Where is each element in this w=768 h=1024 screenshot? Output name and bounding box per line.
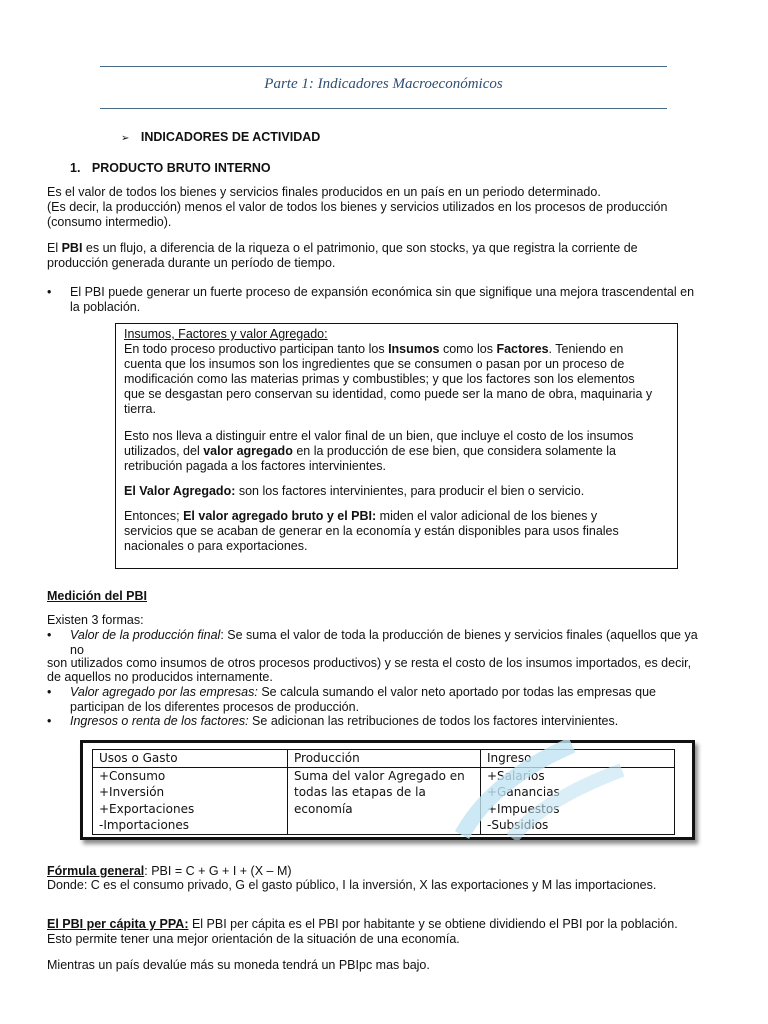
text-line: producción generada durante un período de tiempo. [47, 256, 336, 270]
formula-explanation: Donde: C es el consumo privado, G el gasto público, I la inversión, X las exportaciones y M las importaciones. [47, 878, 657, 892]
cell-line: todas las etapas de la [294, 785, 426, 799]
text-line: participan de los diferentes procesos de producción. [70, 700, 360, 714]
text-line: la población. [70, 300, 141, 314]
intro-line: Es el valor de todos los bienes y servicios finales producidos en un país en un periodo determinado. [47, 185, 601, 199]
intro-line: (Es decir, la producción) menos el valor de todos los bienes y servicios utilizados en los procesos de producción [47, 200, 668, 214]
text-run: Valor de la producción final [70, 628, 221, 642]
table-header-cell: Usos o Gasto [93, 750, 288, 768]
text-run: Se adicionan las retribuciones de todos los factores intervinientes. [248, 714, 619, 728]
watermark-arc-icon [452, 740, 632, 840]
cell-line: +Ganancias [487, 785, 560, 799]
formula-text: : PBI = C + G + I + (X – M) [144, 864, 292, 878]
medicion-bullet-2 [70, 685, 730, 715]
medicion-title: Medición del PBI [47, 589, 148, 603]
text-line: cuenta que los insumos son los ingredientes que se consumen o pasan por un proceso de [124, 357, 625, 371]
cell-line: +Salarios [487, 768, 545, 783]
pbi-bold: PBI [61, 241, 83, 255]
medicion-bullet-3 [70, 714, 730, 729]
bullet-icon: • [47, 685, 52, 699]
text-run: El Valor Agregado: [124, 484, 236, 498]
formula-label: Fórmula general [47, 864, 145, 878]
watermark-graphic [452, 740, 632, 840]
text-run: El valor agregado bruto y el PBI: [183, 509, 377, 523]
heading-number: 1. [70, 161, 81, 175]
percapita-line2: Esto permite tener una mejor orientación de la situación de una economía. [47, 932, 460, 946]
text-run: Ingresos o renta de los factores: [70, 714, 249, 728]
percapita-text: El PBI per cápita es el PBI por habitante y se obtiene dividiendo el PBI por la población. [188, 917, 678, 931]
section-heading [121, 130, 320, 146]
text-line: retribución pagada a los factores intervinientes. [124, 459, 386, 473]
table-header-cell: Producción [288, 750, 481, 768]
percapita-label: El PBI per cápita y PPA: [47, 917, 189, 931]
intro-paragraph [47, 185, 727, 230]
cell-line: -Subsidios [487, 818, 549, 832]
text-run: como los [439, 342, 497, 356]
text-line: que se desgastan pero conservan su identidad, como puede ser la mano de obra, maquinaria y [124, 387, 653, 401]
page-title: Parte 1: Indicadores Macroeconómicos [264, 76, 503, 92]
text-run: El [47, 241, 62, 255]
top-rule [100, 66, 667, 67]
cell-line: Suma del valor Agregado en [294, 768, 465, 783]
text-run: . Teniendo en [548, 342, 624, 356]
formula-line [47, 864, 292, 879]
bullet-icon: • [47, 285, 52, 299]
text-line: nacionales o para exportaciones. [124, 539, 308, 553]
arrow-icon: ➢ [121, 133, 130, 144]
text-line: tierra. [124, 402, 156, 416]
medicion-bullet-1 [70, 628, 730, 643]
text-line: no [70, 643, 84, 657]
text-line: El PBI puede generar un fuerte proceso de expansión económica sin que signifique una mejora trascendental en [70, 285, 695, 299]
bullet-icon: • [47, 628, 52, 642]
cell-line: +Consumo [99, 768, 166, 783]
text-run: Entonces; [124, 509, 184, 523]
text-run: Se calcula sumando el valor neto aportado por todas las empresas que [257, 685, 657, 699]
text-run: utilizados, del [124, 444, 204, 458]
bullet-icon: • [47, 714, 52, 728]
cell-line: +Inversión [99, 785, 165, 799]
text-run: En todo proceso productivo participan tanto los [124, 342, 389, 356]
text-run: en la producción de ese bien, que considera solamente la [292, 444, 616, 458]
intro-line: (consumo intermedio). [47, 215, 172, 229]
text-line: Esto nos lleva a distinguir entre el valor final de un bien, que incluye el costo de los insumos [124, 429, 634, 443]
percapita-line [47, 917, 737, 932]
box-content [124, 327, 674, 554]
text-run: : Se suma el valor de toda la producción de bienes y servicios finales (aquellos que ya [220, 628, 698, 642]
table-cell [93, 767, 288, 834]
table-header-cell: Ingreso [481, 750, 675, 768]
text-run: Factores [496, 342, 549, 356]
pbi-flow-paragraph [47, 241, 727, 271]
text-line: de aquellos no producidos internamente. [47, 670, 273, 684]
cell-line: economía [294, 801, 353, 816]
text-run: Valor agregado por las empresas: [70, 685, 258, 699]
devaluation-line: Mientras un país devalúe más su moneda tendrá un PBIpc mas bajo. [47, 958, 430, 972]
text-line: modificación como las materias primas y combustibles; y que los factores son los elementos [124, 372, 635, 386]
cell-line: +Exportaciones [99, 801, 195, 816]
expansion-bullet [70, 285, 730, 315]
text-run: Insumos [388, 342, 440, 356]
section-heading-label: INDICADORES DE ACTIVIDAD [140, 130, 321, 144]
title-underline [100, 108, 667, 109]
box-title: Insumos, Factores y valor Agregado: [124, 327, 328, 341]
text-run: valor agregado [203, 444, 293, 458]
cell-line: +Impuestos [487, 801, 560, 816]
heading-label: PRODUCTO BRUTO INTERNO [91, 161, 271, 175]
heading-pbi [70, 161, 271, 176]
text-line: servicios que se acaban de generar en la economía y están disponibles para usos finales [124, 524, 619, 538]
text-line: son utilizados como insumos de otros procesos productivos) y se resta el costo de los insumos importados, es decir, [47, 656, 692, 670]
text-run: son los factores intervinientes, para producir el bien o servicio. [235, 484, 585, 498]
medicion-intro: Existen 3 formas: [47, 613, 144, 627]
text-run: es un flujo, a diferencia de la riqueza o el patrimonio, que son stocks, ya que registra la corriente de [82, 241, 638, 255]
text-run: miden el valor adicional de los bienes y [376, 509, 598, 523]
cell-line: -Importaciones [99, 818, 190, 832]
